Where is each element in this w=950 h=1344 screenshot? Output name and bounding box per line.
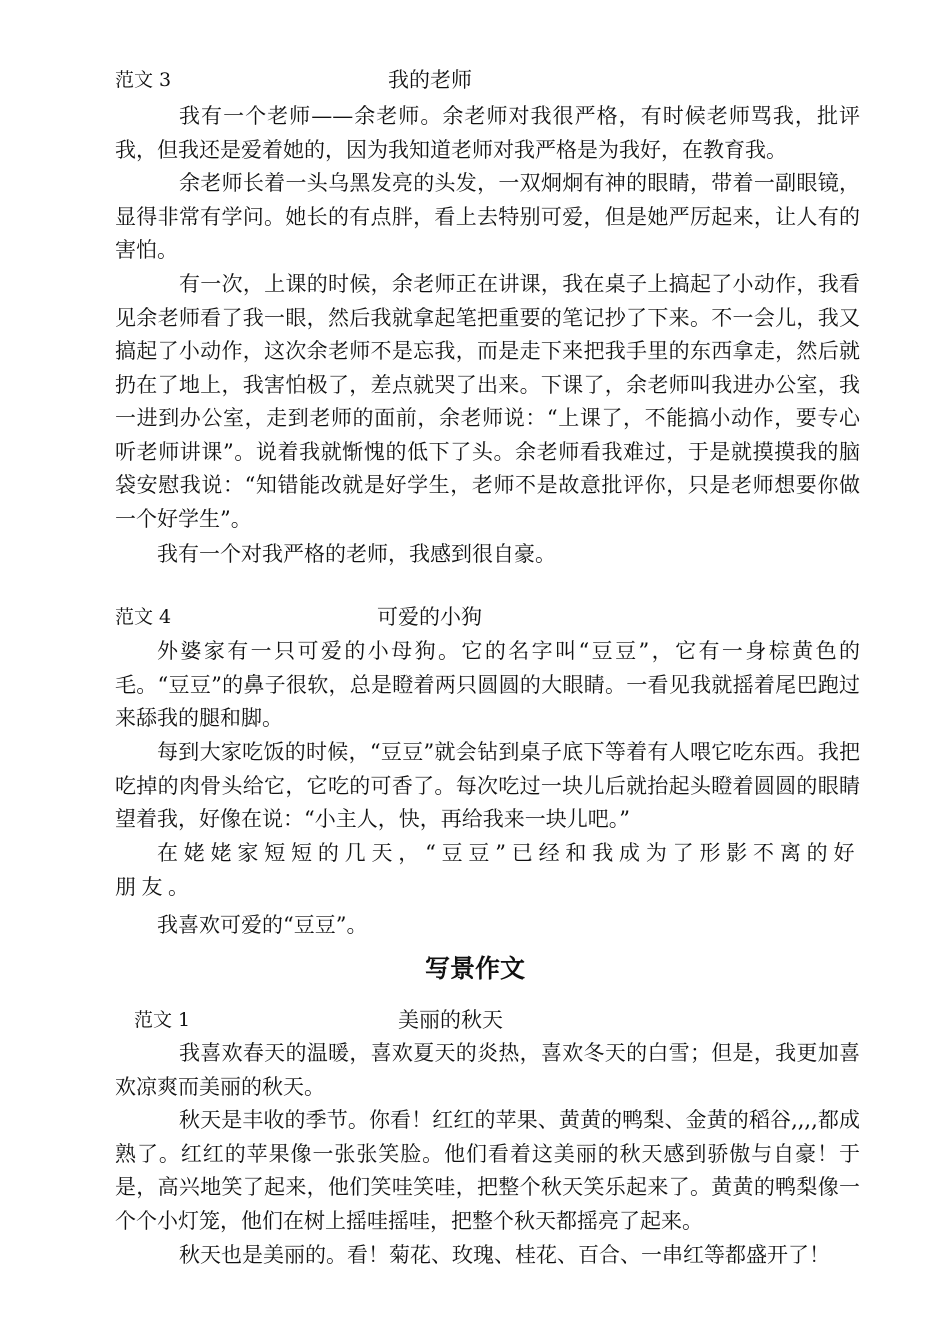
essay-title: 我的老师 xyxy=(388,68,472,92)
paragraph: 外婆家有一只可爱的小母狗。它的名字叫“豆豆”，它有一身棕黄色的毛。“豆豆”的鼻子很软，总是瞪着两只圆圆的大眼睛。一看见我就摇着尾巴跑过来舔我的腿和脚。 xyxy=(115,639,860,730)
paragraph: 每到大家吃饭的时候，“豆豆”就会钻到桌子底下等着有人喂它吃东西。我把吃掉的肉骨头给它，它吃的可香了。每次吃过一块儿后就抬起头瞪着圆圆的眼睛望着我，好像在说：“小主人，快，再给我来一块儿吧。” xyxy=(115,740,860,831)
paragraph: 我有一个老师——余老师。余老师对我很严格，有时候老师骂我，批评我，但我还是爱着她的，因为我知道老师对我严格是为我好，在教育我。 xyxy=(115,104,860,162)
paragraph: 我喜欢可爱的“豆豆”。 xyxy=(157,913,368,937)
paragraph: 秋天也是美丽的。看！菊花、玫瑰、桂花、百合、一串红等都盛开了！ xyxy=(179,1243,830,1267)
paragraph: 我有一个对我严格的老师，我感到很自豪。 xyxy=(157,542,556,566)
essay-title: 美丽的秋天 xyxy=(398,1008,503,1032)
paragraph: 有一次，上课的时候，余老师正在讲课，我在桌子上搞起了小动作，我看见余老师看了我一眼，然后我就拿起笔把重要的笔记抄了下来。不一会儿，我又搞起了小动作，这次余老师不是忘我，而是走下来把我手里的东西拿走，然后就扔在了地上，我害怕极了，差点就哭了出来。下课了，余老师叫我进办公室，我一进到办公室，走到老师的面前，余老师说：“上课了，不能搞小动作，要专心听老师讲课”。说着我就惭愧的低下了头。余老师看我难过，于是就摸摸我的脑袋安慰我说：“知错能改就是好学生，老师不是故意批评你，只是老师想要你做一个好学生”。 xyxy=(115,272,860,531)
paragraph: 秋天是丰收的季节。你看！红红的苹果、黄黄的鸭梨、金黄的稻谷,,,,都成熟了。红红的苹果像一张张笑脸。他们看着这美丽的秋天感到骄傲与自豪！于是，高兴地笑了起来，他们笑哇笑哇，把整个秋天笑乐起来了。黄黄的鸭梨像一个个小灯笼，他们在树上摇哇摇哇，把整个秋天都摇亮了起来。 xyxy=(115,1108,860,1233)
essay-header xyxy=(115,600,860,634)
essay-title: 可爱的小狗 xyxy=(377,605,482,629)
essay-header xyxy=(115,1003,860,1037)
essay-label: 范文 3 xyxy=(115,69,172,91)
paragraph: 余老师长着一头乌黑发亮的头发，一双炯炯有神的眼睛，带着一副眼镜，显得非常有学问。她长的有点胖，看上去特别可爱，但是她严厉起来，让人有的害怕。 xyxy=(115,171,860,262)
section-heading: 写景作文 xyxy=(424,954,525,983)
paragraph: 我喜欢春天的温暖，喜欢夏天的炎热，喜欢冬天的白雪；但是，我更加喜欢凉爽而美丽的秋天。 xyxy=(115,1041,860,1099)
paragraph: 在姥姥家短短的几天，“豆豆”已经和我成为了形影不离的好朋友。 xyxy=(115,841,860,899)
essay-header xyxy=(115,63,860,97)
essay-label: 范文 1 xyxy=(134,1009,191,1031)
essay-label: 范文 4 xyxy=(115,606,172,628)
